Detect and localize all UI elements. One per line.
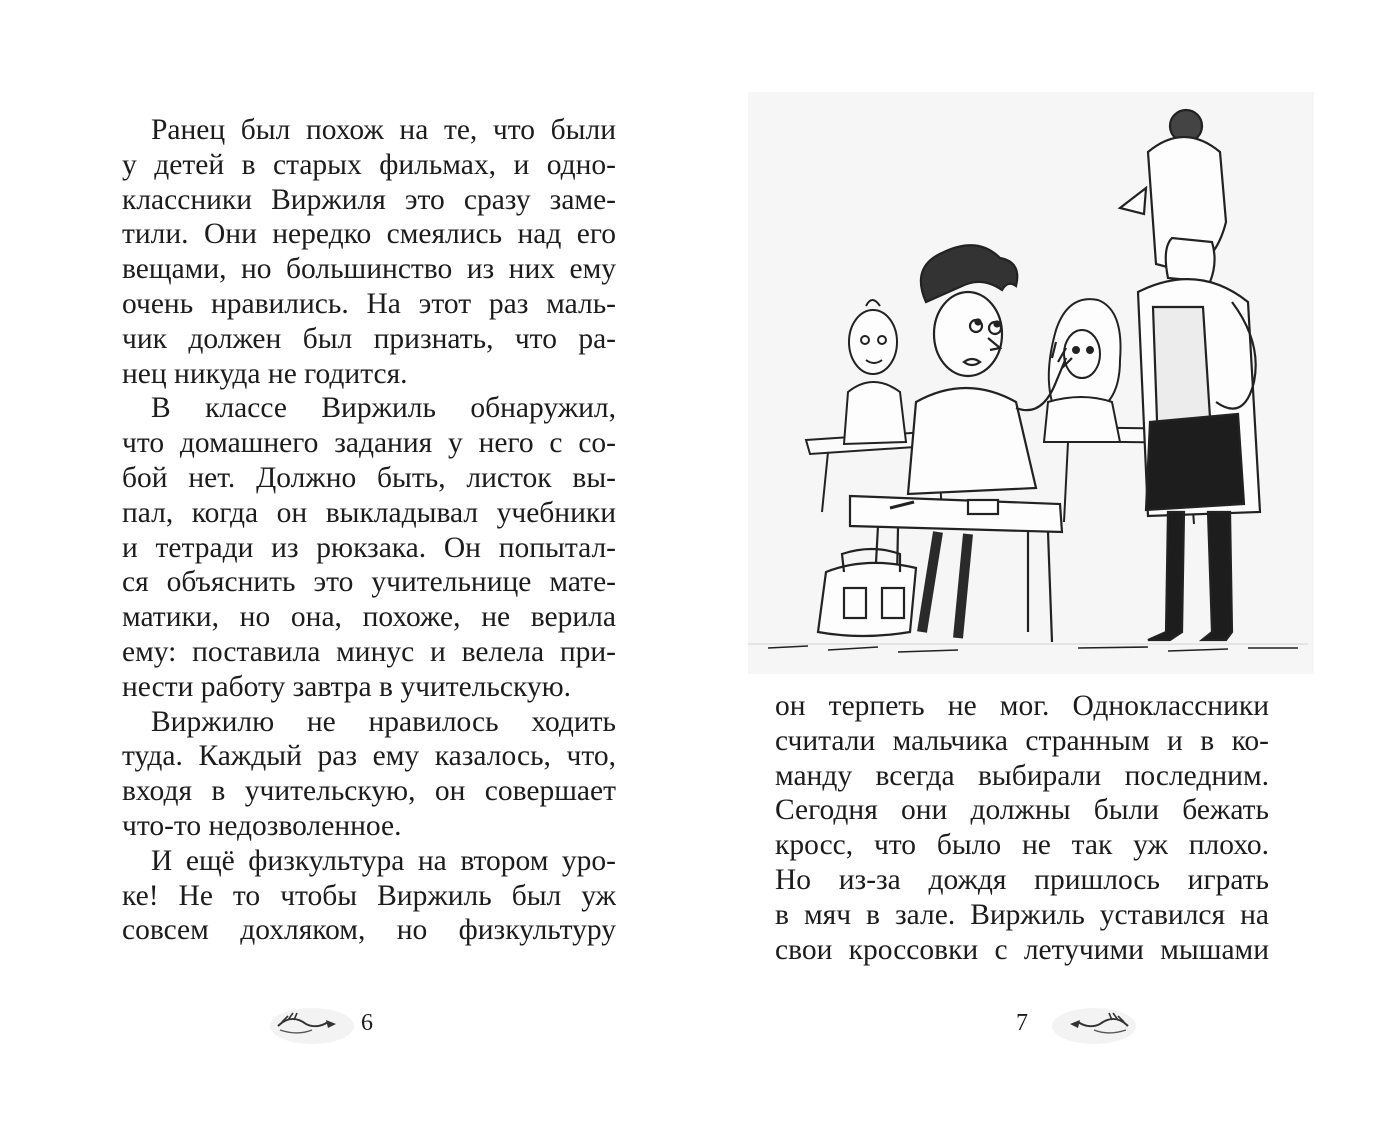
text-line: тили. Они нередко смеялись над его — [122, 218, 616, 251]
text-line: нести работу завтра в учительскую. — [122, 670, 572, 703]
text-line: классники Виржиля это сразу заме- — [122, 183, 616, 216]
text-line: Виржилю не нравилось ходить — [151, 705, 616, 738]
text-line: у детей в старых фильмах, и одно- — [122, 148, 616, 181]
text-line: манду всегда выбирали последним. — [775, 759, 1269, 792]
text-line: ке! Не то чтобы Виржиль был уж — [122, 879, 616, 912]
text-line: пал, когда он выкладывал учебники — [122, 496, 616, 529]
right-text-column — [775, 689, 1269, 967]
text-line: очень нравились. На этот раз маль- — [122, 287, 616, 320]
text-line: кросс, что было не так уж плохо. — [775, 829, 1269, 862]
text-line: и тетради из рюкзака. Он попытал- — [122, 531, 616, 564]
bat-claw-icon — [268, 1004, 356, 1048]
bat-claw-icon — [1050, 1004, 1138, 1048]
text-line: свои кроссовки с летучими мышами — [775, 933, 1269, 966]
text-line: чик должен был признать, что ра- — [122, 322, 616, 355]
text-line: он терпеть не мог. Одноклассники — [775, 690, 1269, 722]
text-line: вещами, но большинство из них ему — [122, 253, 616, 286]
text-line: в мяч в зале. Виржиль уставился на — [775, 898, 1269, 931]
page-number: 7 — [1016, 1010, 1028, 1036]
right-page — [696, 0, 1392, 1125]
text-line: туда. Каждый раз ему казалось, что, — [122, 740, 616, 773]
text-line: Ранец был похож на те, что были — [151, 114, 616, 146]
text-line: бой нет. Должно быть, листок вы- — [122, 461, 616, 494]
text-line: матики, но она, похоже, не верила — [122, 601, 616, 634]
text-line: ему: поставила минус и велела при- — [122, 635, 616, 668]
text-line: ся объяснить это учительнице мате- — [122, 566, 616, 599]
text-line: Но из-за дождя пришлось играть — [775, 863, 1269, 896]
text-line: совсем дохляком, но физкультуру — [122, 914, 616, 947]
text-line: В классе Виржиль обнаружил, — [151, 392, 616, 425]
text-line: И ещё физкультура на втором уро- — [151, 844, 616, 877]
text-line: что-то недозволенное. — [122, 809, 402, 842]
text-line: Сегодня они должны были бежать — [775, 794, 1269, 827]
classroom-illustration — [748, 92, 1314, 674]
text-line: нец никуда не годится. — [122, 357, 408, 390]
text-line: считали мальчика странным и в ко- — [775, 724, 1269, 757]
page-number: 6 — [361, 1010, 373, 1036]
left-text-column — [122, 113, 616, 948]
text-line: входя в учительскую, он совершает — [122, 775, 616, 808]
text-line: что домашнего задания у него с со- — [122, 427, 616, 460]
